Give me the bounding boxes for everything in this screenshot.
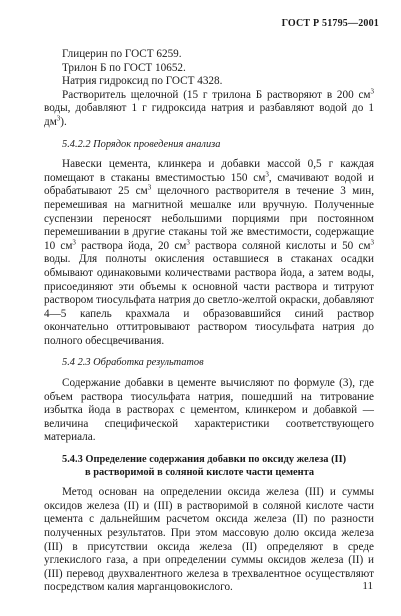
section-title-line1: Определение содержания добавки по оксиду железа (II): [85, 454, 347, 466]
procedure-paragraph: Навески цемента, клинкера и добавки массой 0,5 г каждая помещают в стаканы вместимостью 150 $см^3$, смачивают водой и обрабатывают 25 $см^3$ щелочного растворителя в течение 3 мин, перемешивая на магнитной мешалке или вручную. Полученные суспензии переносят небольшими порциями при постоянном перемешивании в другие стаканы той же вместимости, содержащие 10 $см^3$ раствора йода, 20 $см^3$ раствора соляной кислоты и 50 $см^3$ воды. Для полноты окисления оставшиеся в стаканах осадки обмывают одинаковыми количествами раствора йода, а затем воды, присоединяют эти объемы к основной части раствора и титруют раствором тиосульфата натрия до светло-желтой окраски, добавляют 4—5 капель крахмала и образовавшийся синий раствор окончательно оттитровывают раствором тиосульфата натрия до полного обесцвечивания.: [44, 158, 374, 347]
results-paragraph: Содержание добавки в цементе вычисляют по формуле (3), где объем раствора тиосульфата натрия, пошедший на титрование избытка йода в растворах с цементом, клинкером и добавкой — величина специфической характеристики соответствующего материала.: [44, 377, 374, 444]
method-paragraph: Метод основан на определении оксида железа (III) и суммы оксидов железа (II) и (III) в растворимой в соляной кислоте части цемента с дальнейшим расчетом оксида железа (II) по разности полученных результатов. При этом массовую долю оксида железа (III) в присутствии оксида железа (II) определяют в среде углекислого газа, а при определении суммы оксидов железа (II) и (III) перевод двухвалентного железа в трехвалентное осуществляют посредством калия марганцовокислого.: [44, 486, 374, 594]
section-title-line2: в растворимой в соляной кислоте части цемента: [85, 466, 315, 478]
reagent-item: Глицерин по ГОСТ 6259.: [62, 48, 182, 60]
section-heading-5-4-3: [44, 454, 374, 479]
page-header: ГОСТ Р 51795—2001: [281, 18, 379, 29]
reagent-item: Натрия гидроксид по ГОСТ 4328.: [62, 75, 223, 88]
reagent-item: Трилон Б по ГОСТ 10652.: [62, 61, 186, 74]
section-heading-5-4-2-3: 5.4 2.3 Обработка результатов: [62, 357, 204, 369]
page-content: [44, 48, 374, 595]
section-heading-5-4-2-2: 5.4.2.2 Порядок проведения анализа: [62, 138, 221, 150]
page-number: 11: [362, 580, 373, 592]
reagent-list: [44, 48, 374, 89]
solution-paragraph: Растворитель щелочной (15 г трилона Б растворяют в 200 $см^3$ воды, добавляют 1 г гидроксида натрия и разбавляют водой до 1 $дм^3$).: [44, 87, 374, 128]
section-number: 5.4.3: [62, 454, 83, 466]
